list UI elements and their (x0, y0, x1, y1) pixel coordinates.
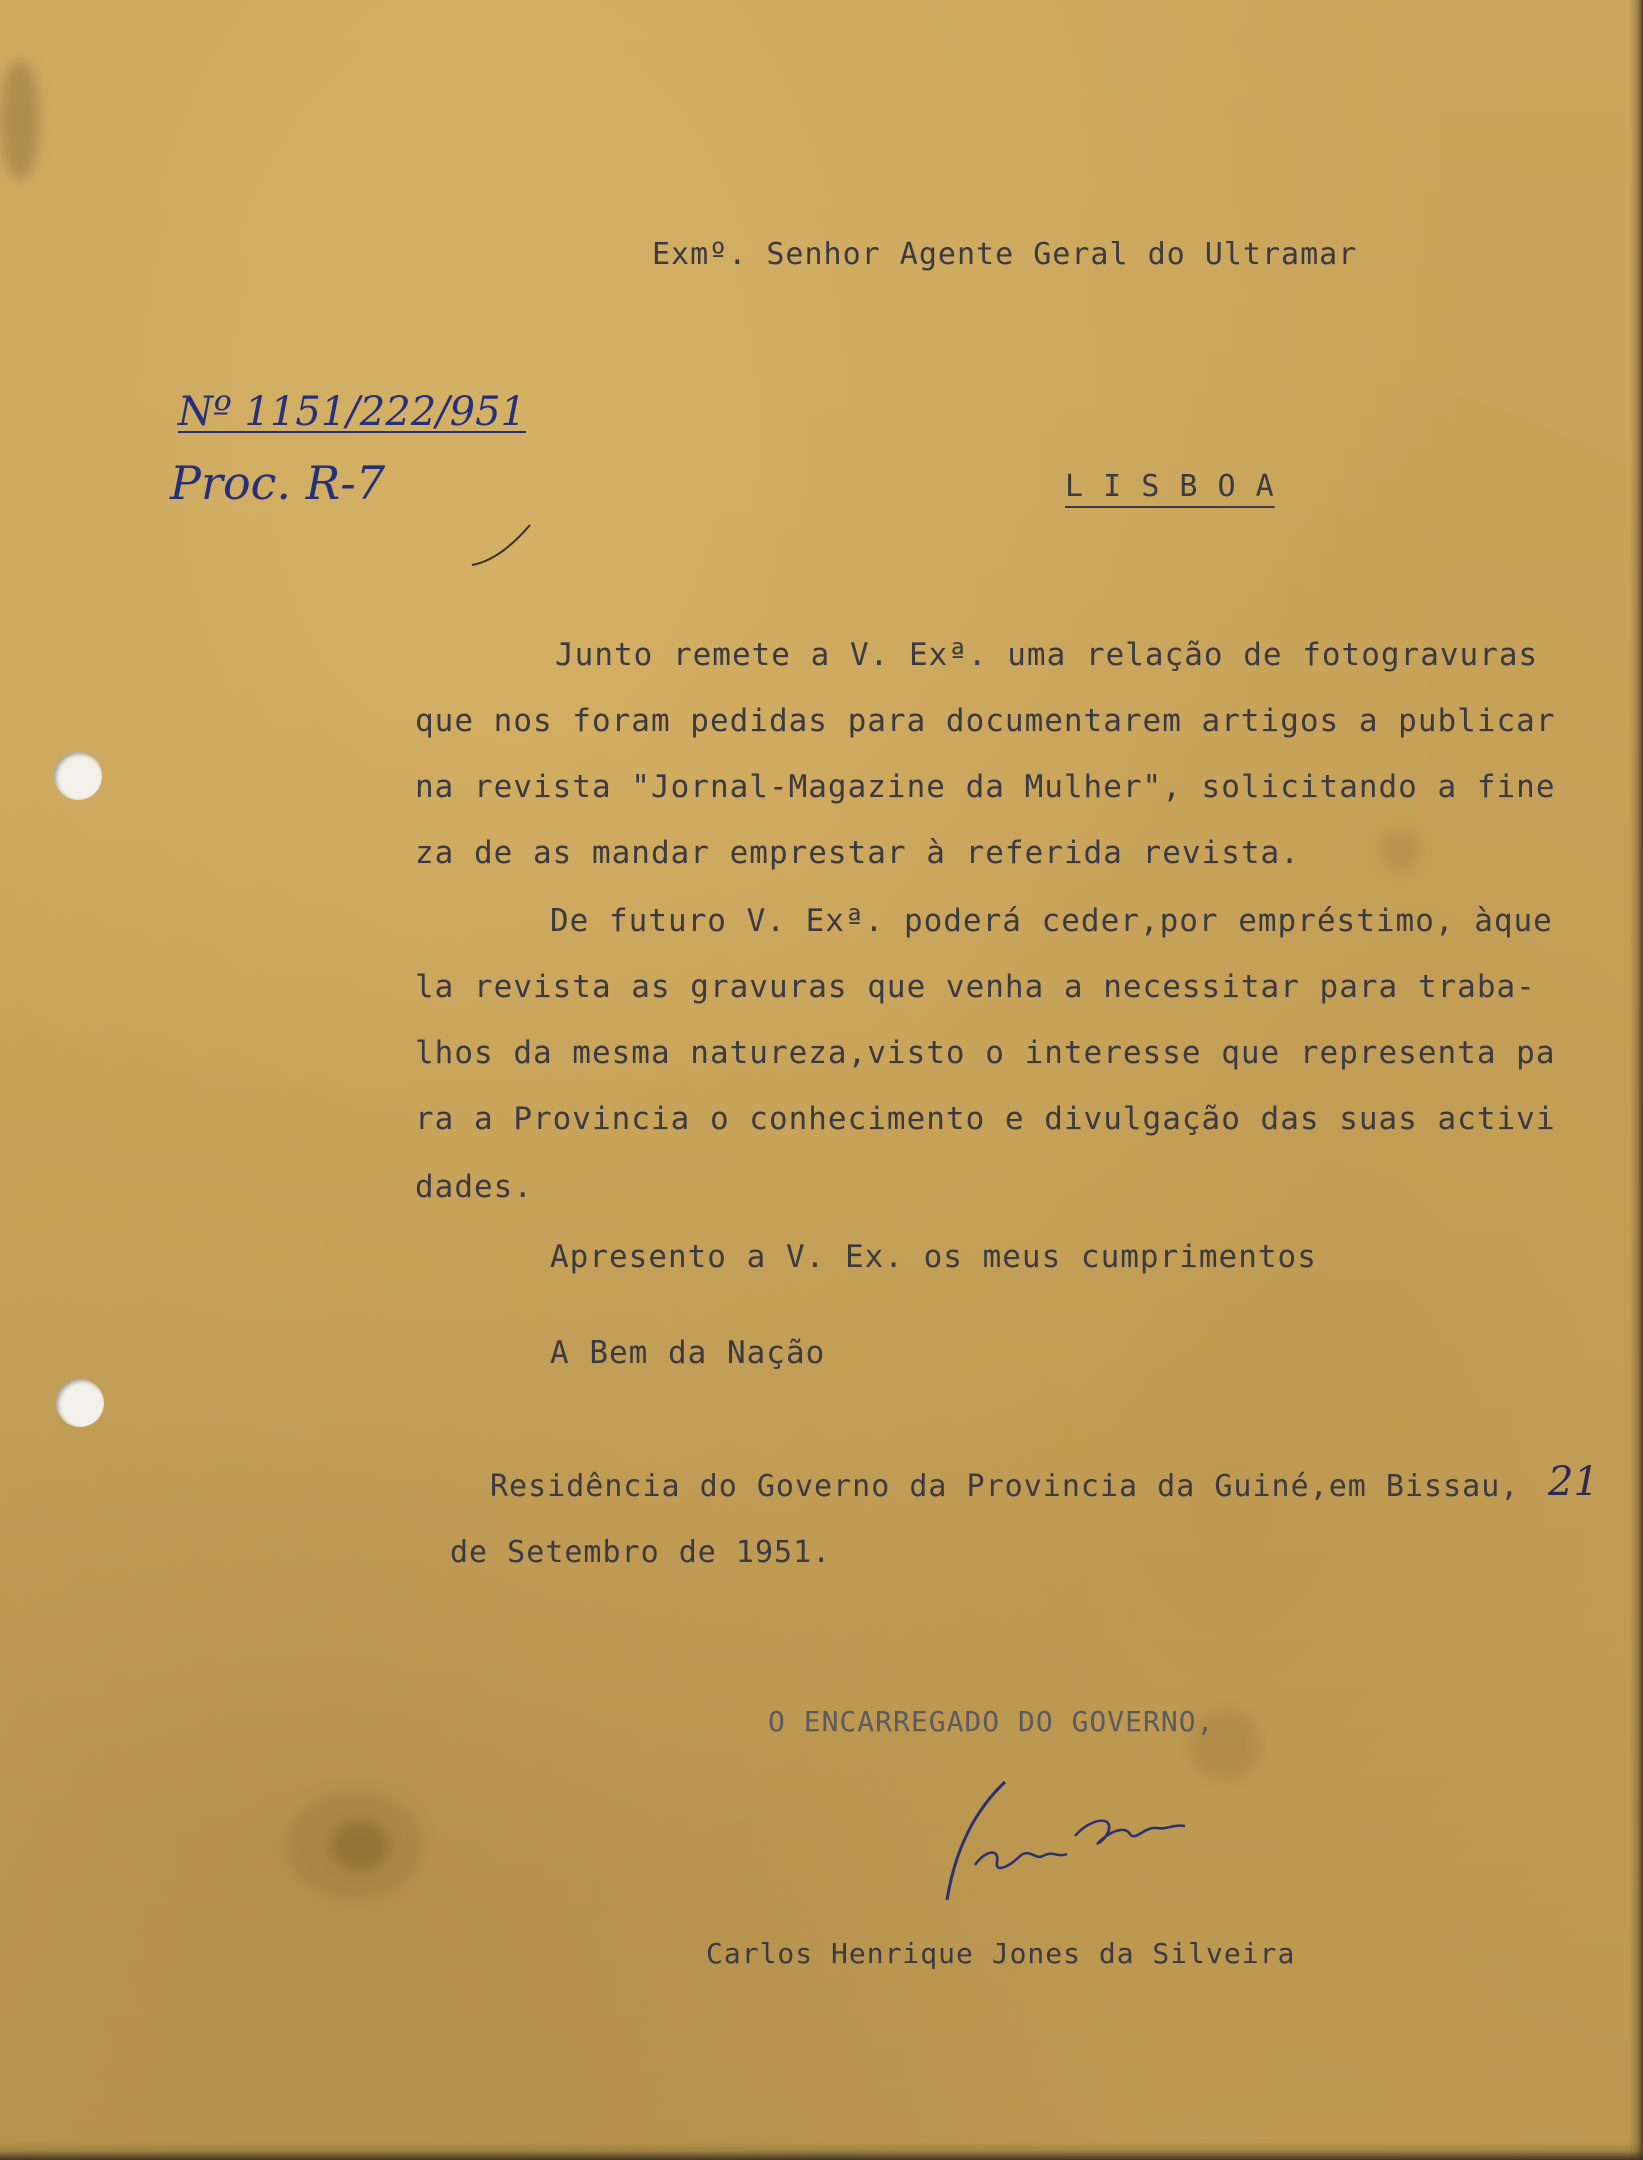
destination-city: L I S B O A (1065, 469, 1275, 504)
paragraph2-line: ra a Provincia o conhecimento e divulgação das suas activi (415, 1101, 1556, 1137)
reference-number: Nº 1151/222/951 (178, 389, 526, 435)
handwritten-day: 21 (1548, 1459, 1599, 1505)
paragraph2-line: dades. (415, 1169, 533, 1205)
paragraph1-line: na revista "Jornal-Magazine da Mulher", solicitando a fine (415, 769, 1556, 805)
greeting-line: Apresento a V. Ex. os meus cumprimentos (550, 1239, 1317, 1275)
paragraph2-line: De futuro V. Exª. poderá ceder,por empréstimo, àque (550, 903, 1553, 939)
punch-hole-bottom (56, 1379, 104, 1427)
handwritten-signature (935, 1770, 1235, 1910)
paragraph2-line: la revista as gravuras que venha a necessitar para traba- (415, 969, 1536, 1005)
place-line: Residência do Governo da Provincia da Guiné,em Bissau, (490, 1469, 1520, 1504)
paper-stain (0, 60, 40, 180)
pen-stroke (470, 520, 540, 570)
paper-stain (330, 1820, 390, 1870)
paragraph1-line: za de as mandar emprestar à referida revista. (415, 835, 1300, 871)
addressee-line: Exmº. Senhor Agente Geral do Ultramar (652, 237, 1358, 272)
paragraph1-line: que nos foram pedidas para documentarem artigos a publicar (415, 703, 1556, 739)
paper-edge-right (1629, 0, 1643, 2160)
motto-line: A Bem da Nação (550, 1335, 826, 1371)
signatory-name: Carlos Henrique Jones da Silveira (706, 1937, 1296, 1970)
punch-hole-top (54, 752, 102, 800)
process-note: Proc. R-7 (170, 456, 386, 510)
signatory-title: O ENCARREGADO DO GOVERNO, (768, 1705, 1215, 1738)
paragraph2-line: lhos da mesma natureza,visto o interesse que representa pa (415, 1035, 1556, 1071)
paper-edge-bottom (0, 2142, 1643, 2160)
date-line: de Setembro de 1951. (450, 1535, 832, 1570)
paragraph1-line: Junto remete a V. Exª. uma relação de fotogravuras (555, 637, 1539, 673)
paper-stain (1380, 830, 1420, 870)
